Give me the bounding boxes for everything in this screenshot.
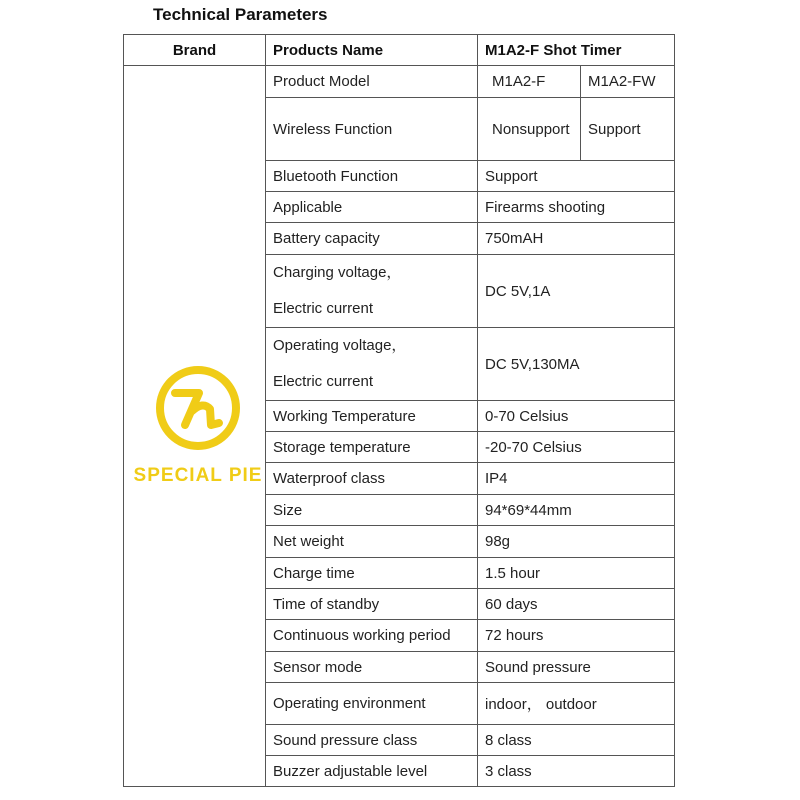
row-value: 3 class	[478, 756, 675, 787]
row-label: Sensor mode	[266, 652, 478, 683]
row-value-split	[478, 66, 675, 98]
row-value: -20-70 Celsius	[478, 432, 675, 463]
row-value: 60 days	[478, 589, 675, 620]
row-label: Sound pressure class	[266, 725, 478, 756]
header-brand: Brand	[124, 35, 266, 66]
table-row	[124, 66, 675, 98]
row-value: 750mAH	[478, 223, 675, 255]
row-value: Support	[478, 161, 675, 192]
header-products-name: Products Name	[266, 35, 478, 66]
row-label: Charge time	[266, 558, 478, 589]
row-label-multiline	[266, 328, 478, 401]
row-value: 0-70 Celsius	[478, 401, 675, 432]
row-label: Product Model	[266, 66, 478, 98]
row-label: Waterproof class	[266, 463, 478, 495]
row-label-line2: Electric current	[273, 373, 374, 390]
row-label: Continuous working period	[266, 620, 478, 652]
brand-logo	[131, 365, 265, 487]
special-pie-logo-icon	[155, 365, 241, 451]
row-label: Bluetooth Function	[266, 161, 478, 192]
row-label-line1: Operating voltage，	[273, 337, 407, 354]
brand-logo-text: SPECIAL PIE	[133, 465, 263, 486]
row-label: Buzzer adjustable level	[266, 756, 478, 787]
row-value: Sound pressure	[478, 652, 675, 683]
brand-logo-cell	[124, 66, 266, 787]
row-value: indoor， outdoor	[478, 683, 675, 725]
row-label: Applicable	[266, 192, 478, 223]
row-label: Operating environment	[266, 683, 478, 725]
row-label: Time of standby	[266, 589, 478, 620]
row-label: Storage temperature	[266, 432, 478, 463]
row-value: DC 5V,1A	[478, 255, 675, 328]
row-label: Battery capacity	[266, 223, 478, 255]
row-label-multiline	[266, 255, 478, 328]
row-value: 98g	[478, 526, 675, 558]
row-label: Net weight	[266, 526, 478, 558]
technical-parameters-table	[123, 34, 675, 787]
row-value-a: Nonsupport	[485, 98, 581, 160]
row-value-b: M1A2-FW	[588, 73, 656, 90]
row-value: DC 5V,130MA	[478, 328, 675, 401]
row-value: 8 class	[478, 725, 675, 756]
row-value-split	[478, 98, 675, 161]
row-value-a: M1A2-F	[485, 66, 581, 97]
row-value: IP4	[478, 463, 675, 495]
row-value: 94*69*44mm	[478, 495, 675, 526]
row-label-line1: Charging voltage，	[273, 264, 402, 281]
row-value: Firearms shooting	[478, 192, 675, 223]
row-label: Working Temperature	[266, 401, 478, 432]
row-label: Size	[266, 495, 478, 526]
table-header-row	[124, 35, 675, 66]
row-value: 72 hours	[478, 620, 675, 652]
row-label-line2: Electric current	[273, 300, 374, 317]
page-title: Technical Parameters	[153, 5, 328, 24]
row-value: 1.5 hour	[478, 558, 675, 589]
row-label: Wireless Function	[266, 98, 478, 161]
header-product: M1A2-F Shot Timer	[478, 35, 675, 66]
row-value-b: Support	[588, 120, 641, 138]
